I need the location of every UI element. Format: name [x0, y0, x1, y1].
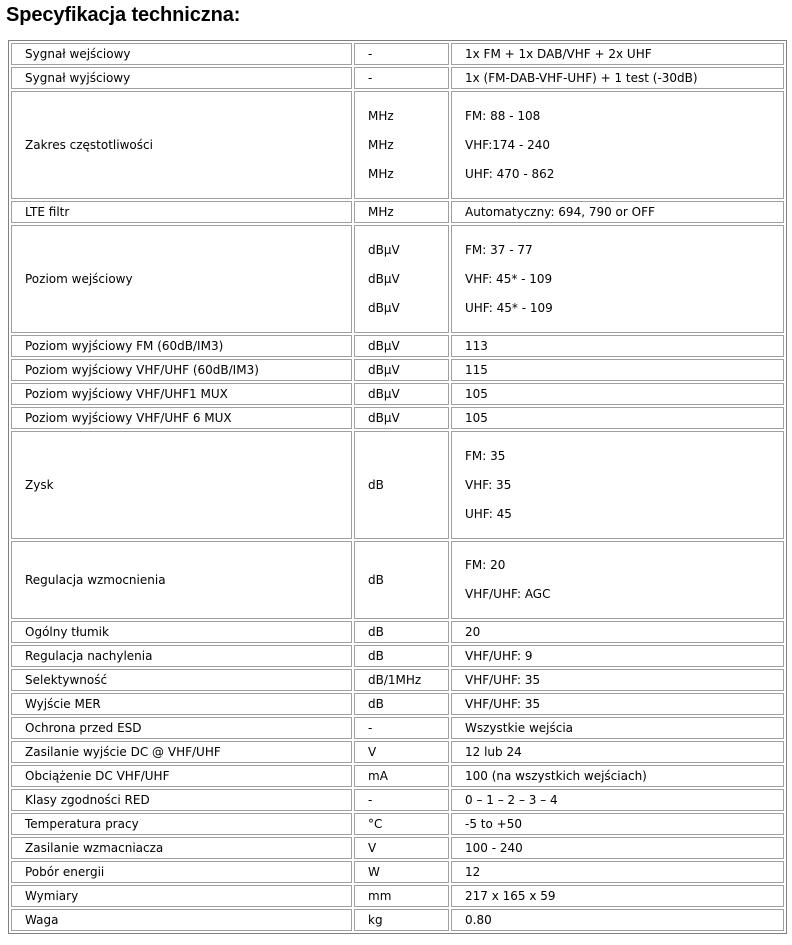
- param-cell: Poziom wyjściowy VHF/UHF (60dB/IM3): [11, 359, 352, 381]
- unit-cell: dB: [354, 431, 449, 539]
- value-cell: 0.80: [451, 909, 784, 931]
- unit-cell: dB: [354, 645, 449, 667]
- value-cell: [451, 541, 784, 619]
- value-cell: VHF/UHF: 9: [451, 645, 784, 667]
- unit-cell: V: [354, 741, 449, 763]
- param-cell: Zysk: [11, 431, 352, 539]
- table-row: [11, 335, 784, 357]
- spec-table-body: [11, 43, 784, 931]
- unit-cell: °C: [354, 813, 449, 835]
- unit-line: MHz: [368, 108, 394, 123]
- param-cell: Regulacja nachylenia: [11, 645, 352, 667]
- value-cell: Automatyczny: 694, 790 or OFF: [451, 201, 784, 223]
- unit-cell: -: [354, 717, 449, 739]
- table-row: [11, 383, 784, 405]
- value-line: VHF: 45* - 109: [465, 271, 553, 286]
- param-cell: Waga: [11, 909, 352, 931]
- param-cell: Obciążenie DC VHF/UHF: [11, 765, 352, 787]
- unit-cell: dB: [354, 693, 449, 715]
- value-line: UHF: 45* - 109: [465, 300, 553, 315]
- table-row: [11, 741, 784, 763]
- value-cell: 100 - 240: [451, 837, 784, 859]
- value-cell: VHF/UHF: 35: [451, 693, 784, 715]
- value-cell: 105: [451, 407, 784, 429]
- table-row: [11, 717, 784, 739]
- unit-cell: dB: [354, 541, 449, 619]
- param-cell: Ochrona przed ESD: [11, 717, 352, 739]
- table-row: [11, 541, 784, 619]
- unit-line: dBµV: [368, 300, 400, 315]
- param-cell: Regulacja wzmocnienia: [11, 541, 352, 619]
- value-cell: 20: [451, 621, 784, 643]
- unit-cell: V: [354, 837, 449, 859]
- value-cell: 115: [451, 359, 784, 381]
- unit-cell: W: [354, 861, 449, 883]
- unit-line: MHz: [368, 137, 394, 152]
- param-cell: LTE filtr: [11, 201, 352, 223]
- value-line: UHF: 470 - 862: [465, 166, 555, 181]
- unit-cell: mm: [354, 885, 449, 907]
- table-row: [11, 765, 784, 787]
- unit-line: dBµV: [368, 242, 400, 257]
- value-cell: 217 x 165 x 59: [451, 885, 784, 907]
- table-row: [11, 669, 784, 691]
- value-cell: 100 (na wszystkich wejściach): [451, 765, 784, 787]
- unit-cell: mA: [354, 765, 449, 787]
- unit-cell: dBµV: [354, 335, 449, 357]
- table-row: [11, 885, 784, 907]
- unit-cell: [354, 225, 449, 333]
- param-cell: Poziom wyjściowy FM (60dB/IM3): [11, 335, 352, 357]
- param-cell: Selektywność: [11, 669, 352, 691]
- param-cell: Sygnał wyjściowy: [11, 67, 352, 89]
- value-line: VHF/UHF: AGC: [465, 587, 551, 601]
- value-cell: 12 lub 24: [451, 741, 784, 763]
- param-cell: Poziom wyjściowy VHF/UHF1 MUX: [11, 383, 352, 405]
- value-cell: [451, 225, 784, 333]
- value-cell: Wszystkie wejścia: [451, 717, 784, 739]
- value-cell: -5 to +50: [451, 813, 784, 835]
- table-row: [11, 837, 784, 859]
- value-line: FM: 35: [465, 448, 506, 463]
- param-cell: Poziom wyjściowy VHF/UHF 6 MUX: [11, 407, 352, 429]
- unit-cell: dBµV: [354, 383, 449, 405]
- value-cell: 1x (FM-DAB-VHF-UHF) + 1 test (-30dB): [451, 67, 784, 89]
- unit-cell: -: [354, 67, 449, 89]
- table-row: [11, 789, 784, 811]
- table-row: [11, 359, 784, 381]
- param-cell: Klasy zgodności RED: [11, 789, 352, 811]
- param-cell: Zasilanie wzmacniacza: [11, 837, 352, 859]
- value-cell: 0 – 1 – 2 – 3 – 4: [451, 789, 784, 811]
- unit-cell: [354, 91, 449, 199]
- value-cell: VHF/UHF: 35: [451, 669, 784, 691]
- value-cell: 105: [451, 383, 784, 405]
- table-row: [11, 91, 784, 199]
- value-cell: 12: [451, 861, 784, 883]
- table-row: [11, 909, 784, 931]
- unit-cell: dB/1MHz: [354, 669, 449, 691]
- unit-line: dBµV: [368, 271, 400, 286]
- unit-cell: -: [354, 789, 449, 811]
- unit-cell: dBµV: [354, 407, 449, 429]
- param-cell: Wyjście MER: [11, 693, 352, 715]
- value-cell: 1x FM + 1x DAB/VHF + 2x UHF: [451, 43, 784, 65]
- table-row: [11, 431, 784, 539]
- table-row: [11, 861, 784, 883]
- table-row: [11, 645, 784, 667]
- param-cell: Pobór energii: [11, 861, 352, 883]
- spec-table: [8, 40, 787, 934]
- value-cell: [451, 431, 784, 539]
- unit-cell: -: [354, 43, 449, 65]
- table-row: [11, 43, 784, 65]
- value-line: FM: 88 - 108: [465, 108, 541, 123]
- unit-cell: MHz: [354, 201, 449, 223]
- param-cell: Wymiary: [11, 885, 352, 907]
- param-cell: Zakres częstotliwości: [11, 91, 352, 199]
- param-cell: Ogólny tłumik: [11, 621, 352, 643]
- param-cell: Zasilanie wyjście DC @ VHF/UHF: [11, 741, 352, 763]
- value-cell: [451, 91, 784, 199]
- page-title: Specyfikacja techniczna:: [6, 4, 241, 26]
- table-row: [11, 813, 784, 835]
- param-cell: Sygnał wejściowy: [11, 43, 352, 65]
- unit-cell: dBµV: [354, 359, 449, 381]
- table-row: [11, 621, 784, 643]
- table-row: [11, 225, 784, 333]
- value-line: VHF: 35: [465, 477, 512, 492]
- table-row: [11, 693, 784, 715]
- value-line: UHF: 45: [465, 506, 512, 521]
- value-line: FM: 20: [465, 558, 506, 572]
- value-cell: 113: [451, 335, 784, 357]
- unit-cell: kg: [354, 909, 449, 931]
- value-line: FM: 37 - 77: [465, 242, 533, 257]
- param-cell: Temperatura pracy: [11, 813, 352, 835]
- value-line: VHF:174 - 240: [465, 137, 551, 152]
- table-row: [11, 407, 784, 429]
- unit-cell: dB: [354, 621, 449, 643]
- table-row: [11, 67, 784, 89]
- param-cell: Poziom wejściowy: [11, 225, 352, 333]
- unit-line: MHz: [368, 166, 394, 181]
- table-row: [11, 201, 784, 223]
